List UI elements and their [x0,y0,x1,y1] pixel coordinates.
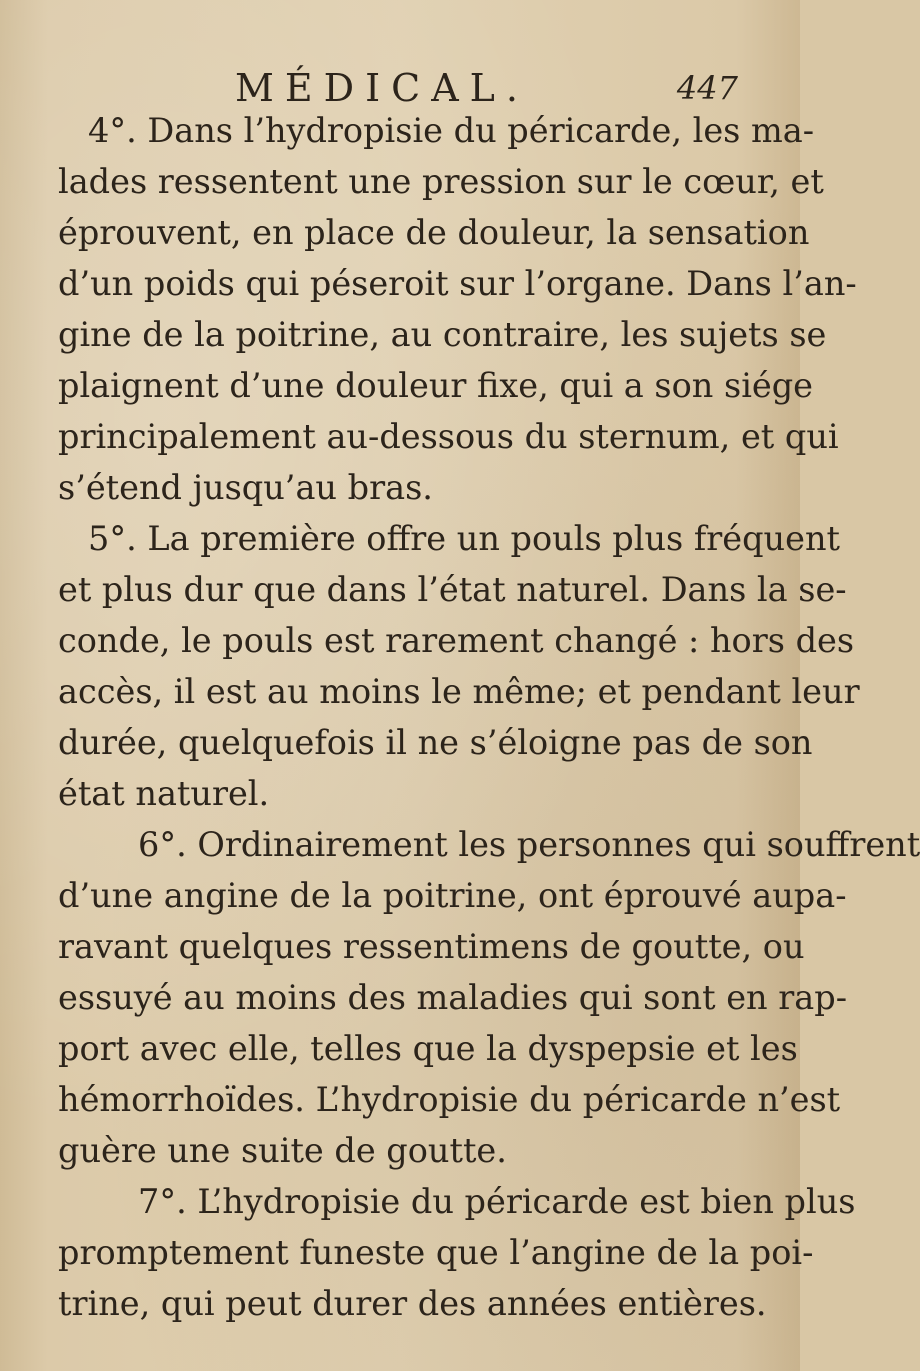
text-line: guère une suite de goutte. [58,1131,507,1170]
text-line: hémorrhoïdes. L’hydropisie du péricarde n’est [58,1080,841,1119]
text-line: lades ressentent une pression sur le cœur, et [58,162,824,201]
text-line: 6°. Ordinairement les personnes qui souffrent [138,825,920,864]
paragraph-4 [58,105,857,513]
text-line: éprouvent, en place de douleur, la sensation [58,213,810,252]
paragraph-6 [58,819,920,1176]
text-line: s’étend jusqu’au bras. [58,468,433,507]
text-line: et plus dur que dans l’état naturel. Dans la se- [58,570,847,609]
text-line: 5°. La première offre un pouls plus fréquent [88,519,840,558]
text-line: trine, qui peut durer des années entières. [58,1284,767,1323]
text-line: essuyé au moins des maladies qui sont en rap- [58,978,848,1017]
body-text [58,105,920,1329]
text-line: ravant quelques ressentimens de goutte, ou [58,927,805,966]
text-line: principalement au-dessous du sternum, et qui [58,417,839,456]
text-line: 4°. Dans l’hydropisie du péricarde, les ma- [88,111,815,150]
text-line: plaignent d’une douleur fixe, qui a son siége [58,366,814,405]
text-line: conde, le pouls est rarement changé : hors des [58,621,855,660]
text-line: d’un poids qui péseroit sur l’organe. Dans l’an- [58,264,857,303]
page-number: 447 [676,69,738,107]
text-line: d’une angine de la poitrine, ont éprouvé aupa- [58,876,847,915]
running-title: MÉDICAL. [235,66,529,110]
text-line: 7°. L’hydropisie du péricarde est bien plus [138,1182,856,1221]
text-line: gine de la poitrine, au contraire, les sujets se [58,315,827,354]
text-line: promptement funeste que l’angine de la poi- [58,1233,814,1272]
text-line: accès, il est au moins le même; et pendant leur [58,672,860,711]
text-line: durée, quelquefois il ne s’éloigne pas de son [58,723,813,762]
paragraph-7 [58,1176,856,1329]
paragraph-5 [58,513,860,819]
text-line: port avec elle, telles que la dyspepsie et les [58,1029,798,1068]
text-line: état naturel. [58,774,270,813]
